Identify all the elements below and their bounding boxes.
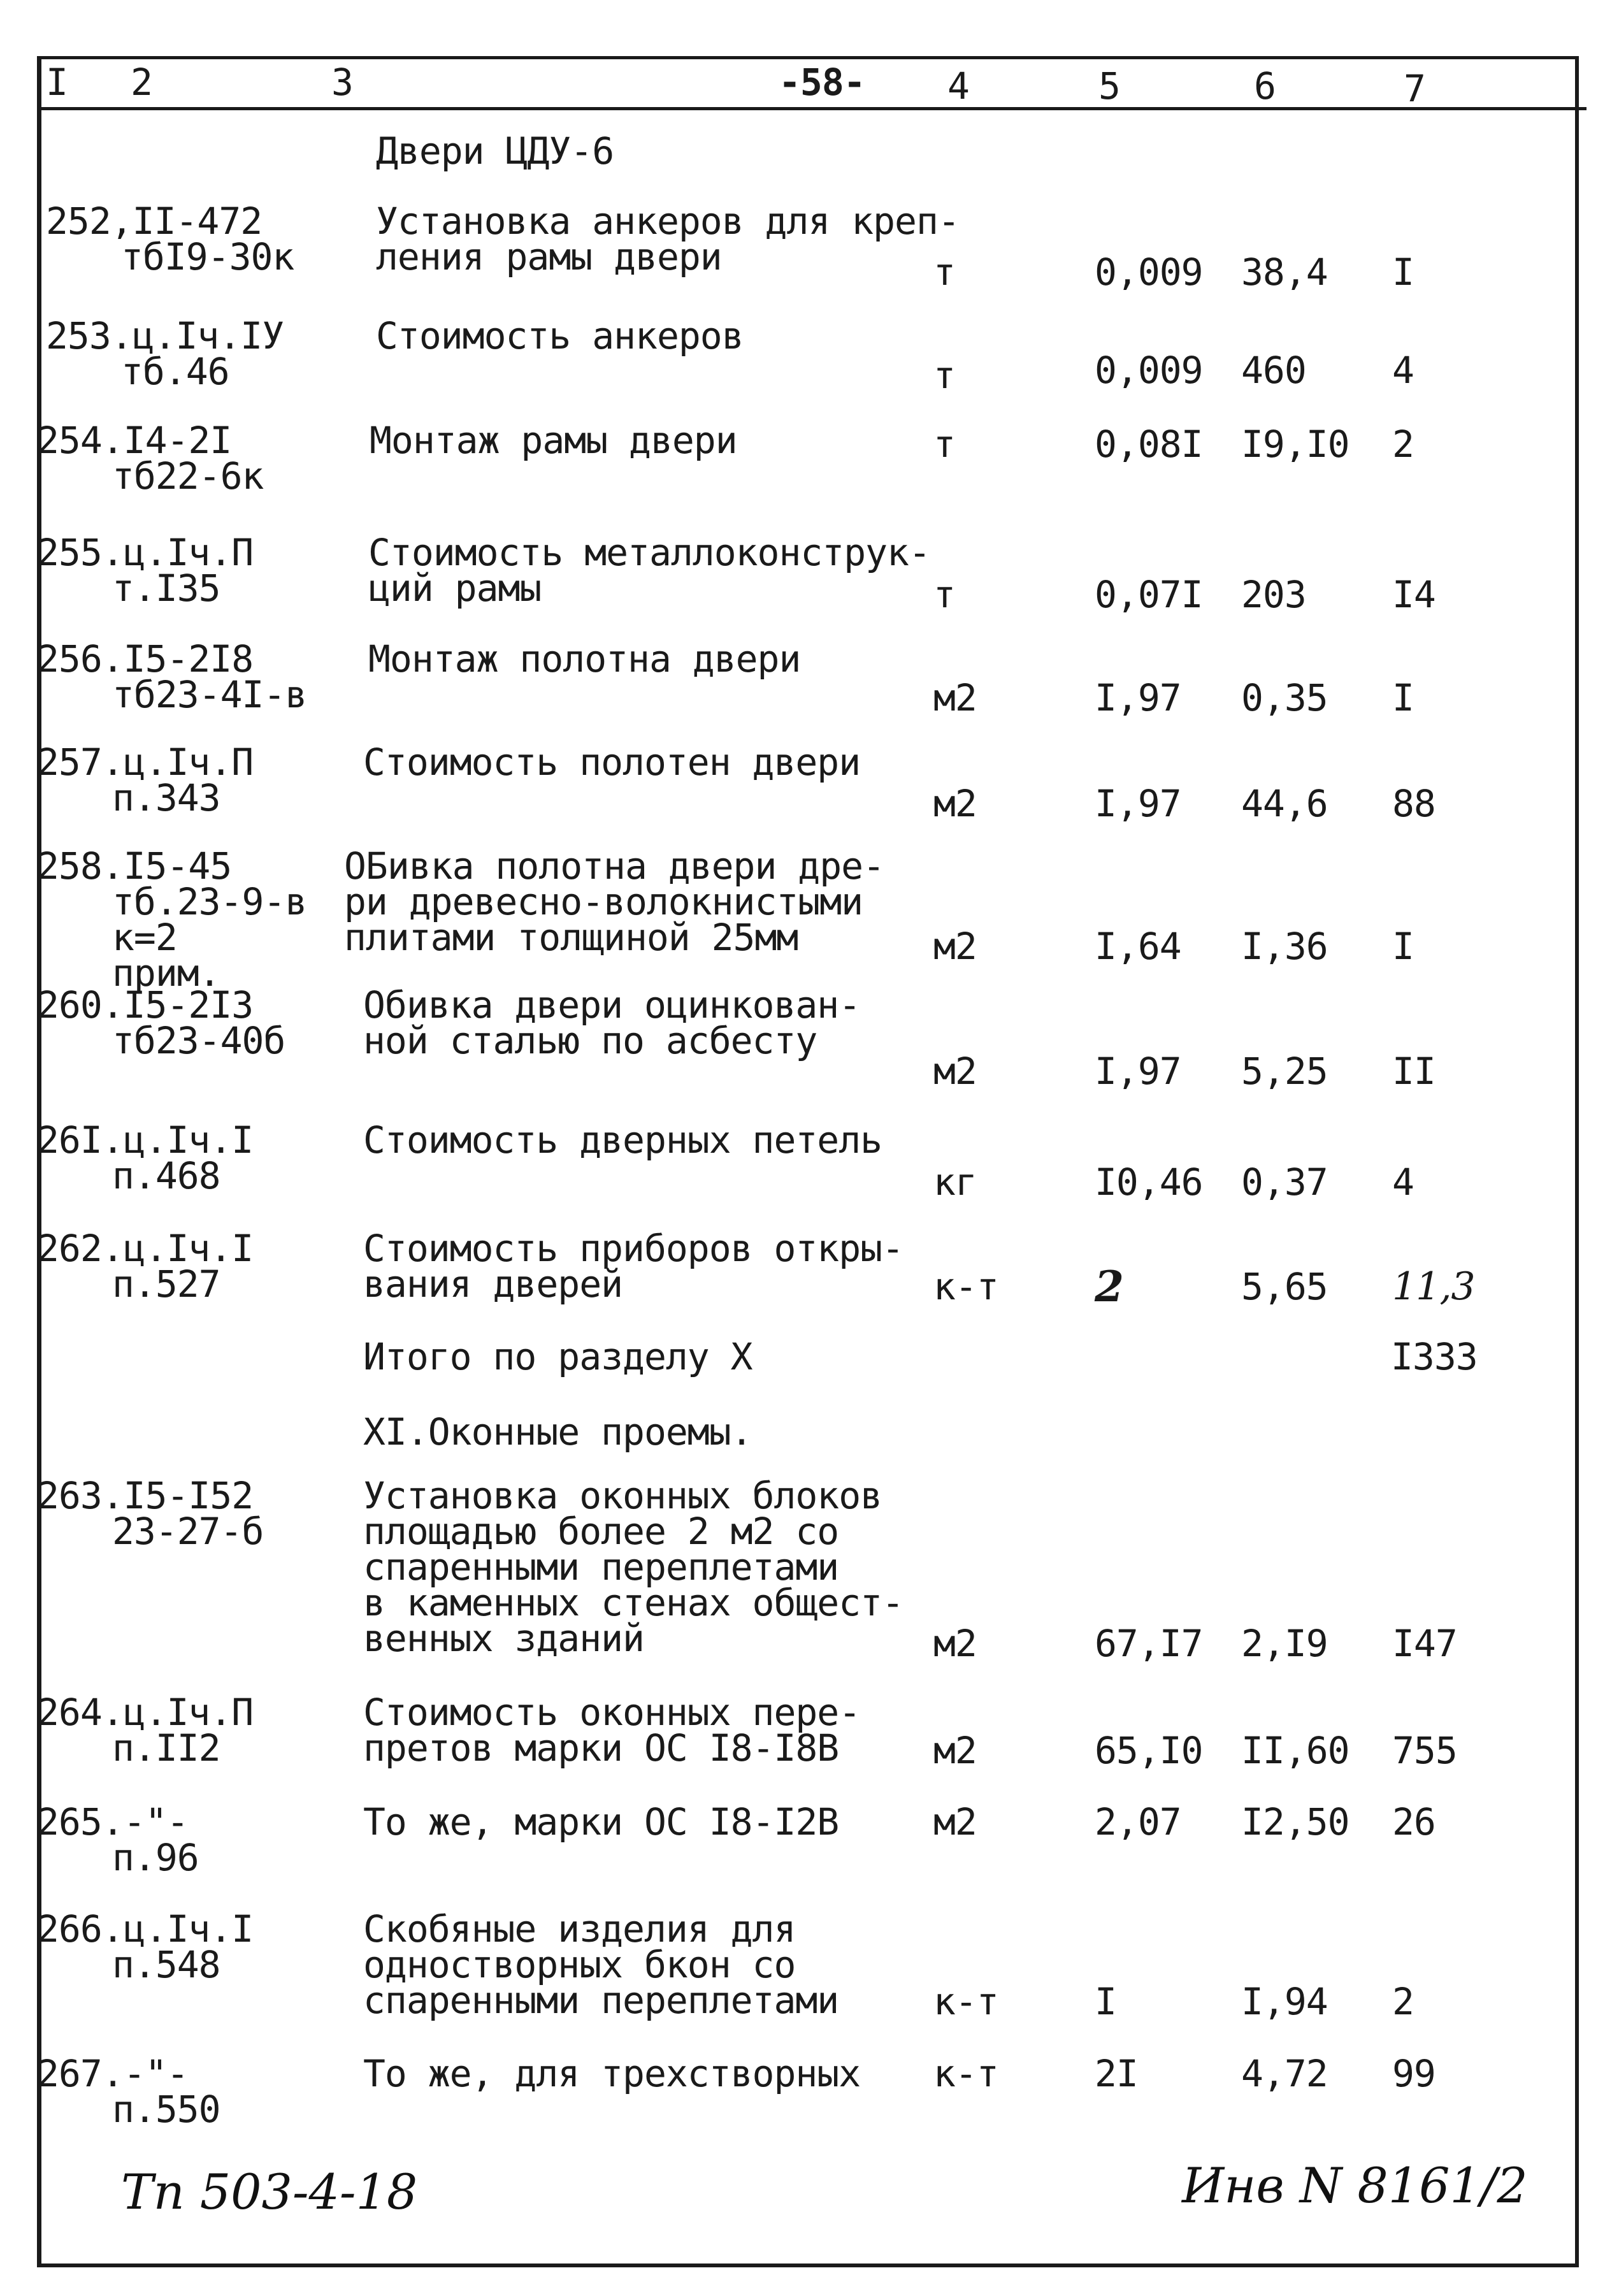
row-unit-price: I2,50 bbox=[1241, 1800, 1349, 1844]
row-quantity: 0,009 bbox=[1095, 349, 1203, 392]
row-description: Монтаж рамы двери bbox=[370, 419, 737, 462]
row-code: прим. bbox=[112, 951, 220, 995]
row-code: 253.ц.Iч.IУ bbox=[46, 314, 284, 357]
row-description: вания дверей bbox=[363, 1262, 623, 1306]
row-code: 255.ц.Iч.П bbox=[37, 531, 254, 574]
row-description: спаренными переплетами bbox=[363, 1979, 839, 2022]
row-total: II bbox=[1392, 1050, 1436, 1093]
row-unit-price: I,36 bbox=[1241, 925, 1328, 968]
row-code: п.II2 bbox=[112, 1726, 220, 1770]
row-total: 26 bbox=[1392, 1800, 1436, 1844]
row-code: п.96 bbox=[112, 1836, 199, 1879]
row-description: Стоимость дверных петель bbox=[363, 1118, 882, 1162]
row-total: 99 bbox=[1392, 2052, 1436, 2095]
row-unit-price: 2,I9 bbox=[1241, 1622, 1328, 1665]
row-description: ОБивка полотна двери дре- bbox=[344, 844, 884, 888]
page-number: -58- bbox=[779, 61, 865, 104]
row-unit-price: I,94 bbox=[1241, 1980, 1328, 2023]
row-unit: м2 bbox=[933, 1622, 977, 1665]
row-total: 2 bbox=[1392, 422, 1414, 466]
row-code: п.468 bbox=[112, 1154, 220, 1197]
row-description: Стоимость анкеров bbox=[376, 314, 744, 357]
row-description: одностворных бкон со bbox=[363, 1943, 796, 1986]
row-code: 23-27-б bbox=[112, 1510, 264, 1553]
row-quantity: 2I bbox=[1095, 2052, 1138, 2095]
section-total-label: Итого по разделу X bbox=[363, 1335, 752, 1378]
row-code: 263.I5-I52 bbox=[37, 1474, 254, 1517]
row-unit: т bbox=[933, 250, 955, 294]
row-code: 262.ц.Iч.I bbox=[37, 1227, 254, 1270]
row-unit-price: II,60 bbox=[1241, 1729, 1349, 1772]
row-description: Стоимость оконных пере- bbox=[363, 1691, 861, 1734]
row-quantity: I,97 bbox=[1095, 676, 1181, 719]
row-description: Скобяные изделия для bbox=[363, 1907, 796, 1951]
row-code: 267.-"- bbox=[37, 2052, 189, 2095]
row-code: тб23-4I-в bbox=[112, 673, 307, 716]
row-code: 264.ц.Iч.П bbox=[37, 1691, 254, 1734]
row-total: I47 bbox=[1392, 1622, 1457, 1665]
row-code: 26I.ц.Iч.I bbox=[37, 1118, 254, 1162]
row-unit-price: 0,37 bbox=[1241, 1160, 1328, 1204]
column-number: I bbox=[46, 61, 68, 104]
row-unit: к-т bbox=[933, 1265, 998, 1308]
row-unit: к-т bbox=[933, 2052, 998, 2095]
row-description: плитами толщиной 25мм bbox=[344, 916, 798, 959]
row-total: 755 bbox=[1392, 1729, 1457, 1772]
row-description: Стоимость полотен двери bbox=[363, 740, 861, 784]
row-unit-price: 44,6 bbox=[1241, 782, 1328, 825]
row-code: тб.23-9-в bbox=[112, 880, 307, 923]
row-total: I4 bbox=[1392, 573, 1436, 616]
column-number: 2 bbox=[131, 61, 152, 104]
row-unit: т bbox=[933, 422, 955, 466]
row-description: Стоимость металлоконструк- bbox=[368, 531, 930, 574]
row-unit-price: 460 bbox=[1241, 349, 1306, 392]
row-code: 265.-"- bbox=[37, 1800, 189, 1844]
row-code: 257.ц.Iч.П bbox=[37, 740, 254, 784]
row-total: 4 bbox=[1392, 1160, 1414, 1204]
row-description: Обивка двери оцинкован- bbox=[363, 983, 861, 1027]
row-description: Стоимость приборов откры- bbox=[363, 1227, 903, 1270]
row-unit: м2 bbox=[933, 1050, 977, 1093]
row-quantity: 0,08I bbox=[1095, 422, 1203, 466]
row-description: Установка анкеров для креп- bbox=[376, 199, 960, 243]
row-quantity: I,97 bbox=[1095, 1050, 1181, 1093]
row-description: ной сталью по асбесту bbox=[363, 1019, 817, 1062]
row-quantity: 67,I7 bbox=[1095, 1622, 1203, 1665]
header-rule bbox=[37, 107, 1587, 110]
row-total: 4 bbox=[1392, 349, 1414, 392]
row-code: 252,II-472 bbox=[46, 199, 263, 243]
row-unit: м2 bbox=[933, 676, 977, 719]
row-total: 88 bbox=[1392, 782, 1436, 825]
row-description: площадью более 2 м2 со bbox=[363, 1510, 839, 1553]
row-unit: м2 bbox=[933, 1729, 977, 1772]
row-code: 266.ц.Iч.I bbox=[37, 1907, 254, 1951]
row-total: 2 bbox=[1392, 1980, 1414, 2023]
row-total: 11,3 bbox=[1392, 1264, 1475, 1309]
row-quantity: 0,009 bbox=[1095, 250, 1203, 294]
row-quantity: 2 bbox=[1095, 1262, 1123, 1311]
row-description: ления рамы двери bbox=[376, 235, 722, 278]
row-code: тб23-40б bbox=[112, 1019, 285, 1062]
row-code: тб.46 bbox=[121, 350, 229, 393]
row-unit-price: 203 bbox=[1241, 573, 1306, 616]
project-code-stamp: Тп 503-4-18 bbox=[121, 2163, 418, 2220]
row-code: п.550 bbox=[112, 2088, 220, 2131]
row-description: Монтаж полотна двери bbox=[368, 637, 801, 681]
row-unit: к-т bbox=[933, 1980, 998, 2023]
row-unit-price: 0,35 bbox=[1241, 676, 1328, 719]
row-quantity: I,64 bbox=[1095, 925, 1181, 968]
section-title: Двери ЦДУ-6 bbox=[376, 129, 614, 173]
row-unit: м2 bbox=[933, 1800, 977, 1844]
row-description: спаренными переплетами bbox=[363, 1545, 839, 1589]
row-quantity: 2,07 bbox=[1095, 1800, 1181, 1844]
inventory-number-stamp: Инв N 8161/2 bbox=[1182, 2157, 1528, 2214]
row-unit-price: 4,72 bbox=[1241, 2052, 1328, 2095]
row-code: тбI9-30к bbox=[121, 235, 294, 278]
column-number: 3 bbox=[331, 61, 353, 104]
page-frame bbox=[37, 56, 1579, 2267]
row-description: ций рамы bbox=[368, 567, 542, 610]
row-code: тб22-6к bbox=[112, 454, 264, 498]
row-description: То же, для трехстворных bbox=[363, 2052, 861, 2095]
row-code: п.548 bbox=[112, 1943, 220, 1986]
row-total: I bbox=[1392, 676, 1414, 719]
row-description: Установка оконных блоков bbox=[363, 1474, 882, 1517]
row-unit-price: I9,I0 bbox=[1241, 422, 1349, 466]
column-number: 4 bbox=[947, 64, 969, 108]
row-code: 258.I5-45 bbox=[37, 844, 232, 888]
row-quantity: I0,46 bbox=[1095, 1160, 1203, 1204]
row-unit: м2 bbox=[933, 925, 977, 968]
column-number: 6 bbox=[1254, 64, 1276, 108]
row-code: п.343 bbox=[112, 776, 220, 819]
section-title: XI.Оконные проемы. bbox=[363, 1410, 752, 1454]
row-code: 256.I5-2I8 bbox=[37, 637, 254, 681]
row-quantity: I bbox=[1095, 1980, 1116, 2023]
row-quantity: I,97 bbox=[1095, 782, 1181, 825]
row-unit: т bbox=[933, 354, 955, 397]
row-description: ри древесно-волокнистыми bbox=[344, 880, 863, 923]
row-quantity: 0,07I bbox=[1095, 573, 1203, 616]
row-code: к=2 bbox=[112, 916, 177, 959]
row-total: I bbox=[1392, 925, 1414, 968]
row-unit: т bbox=[933, 573, 955, 616]
row-quantity: 65,I0 bbox=[1095, 1729, 1203, 1772]
row-description: венных зданий bbox=[363, 1617, 644, 1660]
row-unit-price: 38,4 bbox=[1241, 250, 1328, 294]
row-unit: кг bbox=[933, 1160, 977, 1204]
row-unit: м2 bbox=[933, 782, 977, 825]
row-unit-price: 5,25 bbox=[1241, 1050, 1328, 1093]
column-number: 5 bbox=[1098, 64, 1120, 108]
row-code: т.I35 bbox=[112, 567, 220, 610]
row-code: 254.I4-2I bbox=[37, 419, 232, 462]
section-total-value: I333 bbox=[1391, 1335, 1478, 1378]
column-number: 7 bbox=[1404, 67, 1425, 110]
row-unit-price: 5,65 bbox=[1241, 1265, 1328, 1308]
row-description: То же, марки ОС I8-I2В bbox=[363, 1800, 839, 1844]
row-code: п.527 bbox=[112, 1262, 220, 1306]
row-total: I bbox=[1392, 250, 1414, 294]
row-code: 260.I5-2I3 bbox=[37, 983, 254, 1027]
row-description: претов марки ОС I8-I8В bbox=[363, 1726, 839, 1770]
row-description: в каменных стенах общест- bbox=[363, 1581, 903, 1624]
